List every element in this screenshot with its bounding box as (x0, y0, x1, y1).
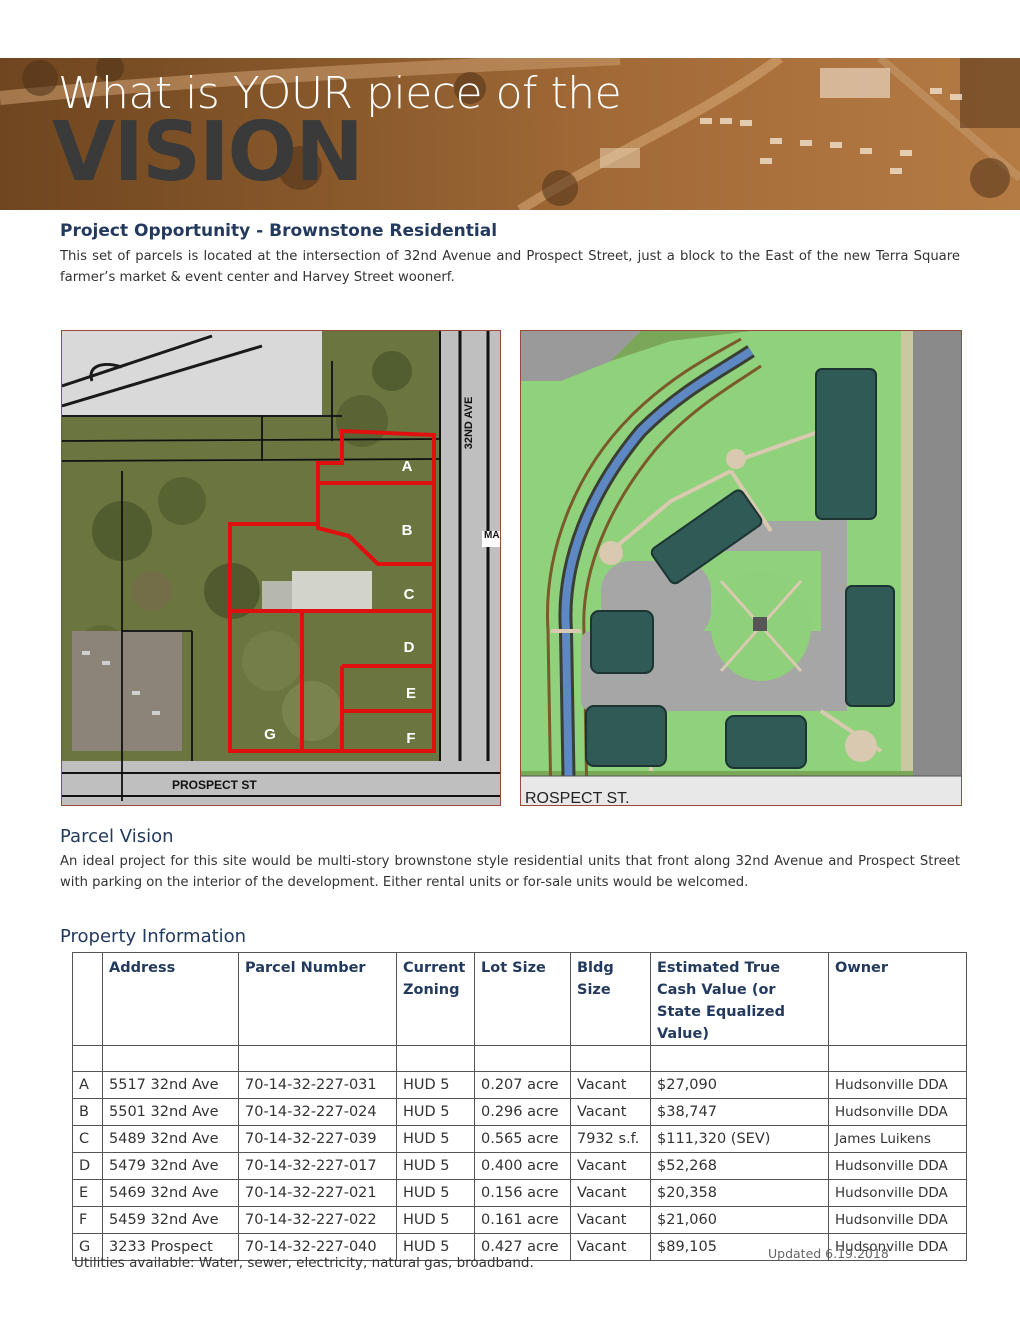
parcel-label-f: F (406, 730, 416, 747)
site-plan-rendering (520, 330, 962, 806)
col-header-owner: Owner (829, 953, 967, 1046)
cell-bldg-size: Vacant (571, 1072, 651, 1099)
cell-parcel: E (73, 1180, 103, 1207)
table-row (73, 1207, 967, 1234)
cell-lot-size: 0.296 acre (475, 1099, 571, 1126)
parcel-label-a: A (401, 458, 413, 475)
project-intro-text: This set of parcels is located at the intersection of 32nd Avenue and Prospect Street, just a block to the East of the new Terra Square farmer’s market & event center and Harvey Street woonerf. (60, 249, 960, 285)
table-row (73, 1126, 967, 1153)
cell-parcel: G (73, 1234, 103, 1261)
cell-zoning: HUD 5 (397, 1207, 475, 1234)
table-row (73, 1180, 967, 1207)
cell-value: $20,358 (651, 1180, 829, 1207)
cell-parcel-number: 70-14-32-227-017 (239, 1153, 397, 1180)
table-blank-row (73, 1046, 967, 1072)
cell-bldg-size: Vacant (571, 1234, 651, 1261)
page-title-line1: What is YOUR piece of the (58, 68, 622, 119)
site-plan-street-label: ROSPECT ST. (525, 790, 630, 805)
cell-lot-size: 0.400 acre (475, 1153, 571, 1180)
parcel-label-c: C (403, 586, 415, 603)
cell-bldg-size: Vacant (571, 1180, 651, 1207)
cell-parcel-number: 70-14-32-227-040 (239, 1234, 397, 1261)
parcel-label-d: D (403, 639, 415, 656)
cell-parcel-number: 70-14-32-227-024 (239, 1099, 397, 1126)
property-table (72, 952, 967, 1261)
col-header-zoning: Current Zoning (397, 953, 475, 1046)
cell-lot-size: 0.427 acre (475, 1234, 571, 1261)
cell-value: $89,105 (651, 1234, 829, 1261)
property-info-heading: Property Information (60, 926, 247, 947)
col-header-bldg-size: Bldg Size (571, 953, 651, 1046)
utilities-note: Utilities available: Water, sewer, electricity, natural gas, broadband. (74, 1255, 534, 1271)
cell-bldg-size: 7932 s.f. (571, 1126, 651, 1153)
cell-bldg-size: Vacant (571, 1153, 651, 1180)
cell-address: 5517 32nd Ave (103, 1072, 239, 1099)
table-row (73, 1099, 967, 1126)
cell-address: 5469 32nd Ave (103, 1180, 239, 1207)
cell-lot-size: 0.161 acre (475, 1207, 571, 1234)
cell-owner: Hudsonville DDA (829, 1072, 967, 1099)
parcel-label-g: G (264, 726, 276, 743)
cell-lot-size: 0.156 acre (475, 1180, 571, 1207)
cell-address: 5489 32nd Ave (103, 1126, 239, 1153)
table-row (73, 1153, 967, 1180)
site-plan-graphic (521, 331, 961, 805)
cell-owner: James Luikens (829, 1126, 967, 1153)
street-label-32nd-ave: 32ND AVE (463, 396, 475, 450)
col-header-parcel-number: Parcel Number (239, 953, 397, 1046)
cell-zoning: HUD 5 (397, 1180, 475, 1207)
cell-parcel-number: 70-14-32-227-039 (239, 1126, 397, 1153)
parcel-map (61, 330, 501, 806)
cell-zoning: HUD 5 (397, 1153, 475, 1180)
parcel-vision-heading: Parcel Vision (60, 826, 174, 847)
street-label-prospect: PROSPECT ST (172, 778, 257, 792)
cell-lot-size: 0.565 acre (475, 1126, 571, 1153)
col-header-parcel (73, 953, 103, 1046)
parcel-label-b: B (401, 522, 413, 539)
cell-owner: Hudsonville DDA (829, 1153, 967, 1180)
cell-parcel: B (73, 1099, 103, 1126)
parcel-map-graphic (62, 331, 500, 805)
cell-value: $21,060 (651, 1207, 829, 1234)
cell-value: $38,747 (651, 1099, 829, 1126)
cell-parcel: D (73, 1153, 103, 1180)
cell-owner: Hudsonville DDA (829, 1180, 967, 1207)
cell-parcel-number: 70-14-32-227-031 (239, 1072, 397, 1099)
cell-zoning: HUD 5 (397, 1234, 475, 1261)
street-label-partial: MA (484, 530, 500, 541)
cell-owner: Hudsonville DDA (829, 1234, 967, 1261)
cell-bldg-size: Vacant (571, 1099, 651, 1126)
cell-parcel: A (73, 1072, 103, 1099)
cell-parcel-number: 70-14-32-227-022 (239, 1207, 397, 1234)
cell-zoning: HUD 5 (397, 1072, 475, 1099)
col-header-value: Estimated True Cash Value (or State Equalized Value) (651, 953, 829, 1046)
table-row (73, 1072, 967, 1099)
parcel-vision-text: An ideal project for this site would be multi-story brownstone style residential units that front along 32nd Avenue and Prospect Street with parking on the interior of the development. Either rental units or for-sale units would be welcomed. (60, 854, 960, 890)
cell-address: 3233 Prospect (103, 1234, 239, 1261)
cell-value: $27,090 (651, 1072, 829, 1099)
cell-parcel: C (73, 1126, 103, 1153)
cell-zoning: HUD 5 (397, 1126, 475, 1153)
cell-bldg-size: Vacant (571, 1207, 651, 1234)
cell-parcel-number: 70-14-32-227-021 (239, 1180, 397, 1207)
cell-owner: Hudsonville DDA (829, 1099, 967, 1126)
cell-zoning: HUD 5 (397, 1099, 475, 1126)
cell-address: 5459 32nd Ave (103, 1207, 239, 1234)
table-header-row (73, 953, 967, 1046)
page-title-vision: VISION (52, 105, 362, 200)
project-title: Project Opportunity - Brownstone Residential (60, 221, 498, 241)
col-header-address: Address (103, 953, 239, 1046)
cell-lot-size: 0.207 acre (475, 1072, 571, 1099)
cell-owner: Hudsonville DDA (829, 1207, 967, 1234)
cell-value: $111,320 (SEV) (651, 1126, 829, 1153)
updated-date: Updated 6.19.2018 (768, 1246, 889, 1261)
cell-parcel: F (73, 1207, 103, 1234)
parcel-label-e: E (405, 685, 417, 702)
cell-address: 5479 32nd Ave (103, 1153, 239, 1180)
cell-value: $52,268 (651, 1153, 829, 1180)
col-header-lot-size: Lot Size (475, 953, 571, 1046)
cell-address: 5501 32nd Ave (103, 1099, 239, 1126)
